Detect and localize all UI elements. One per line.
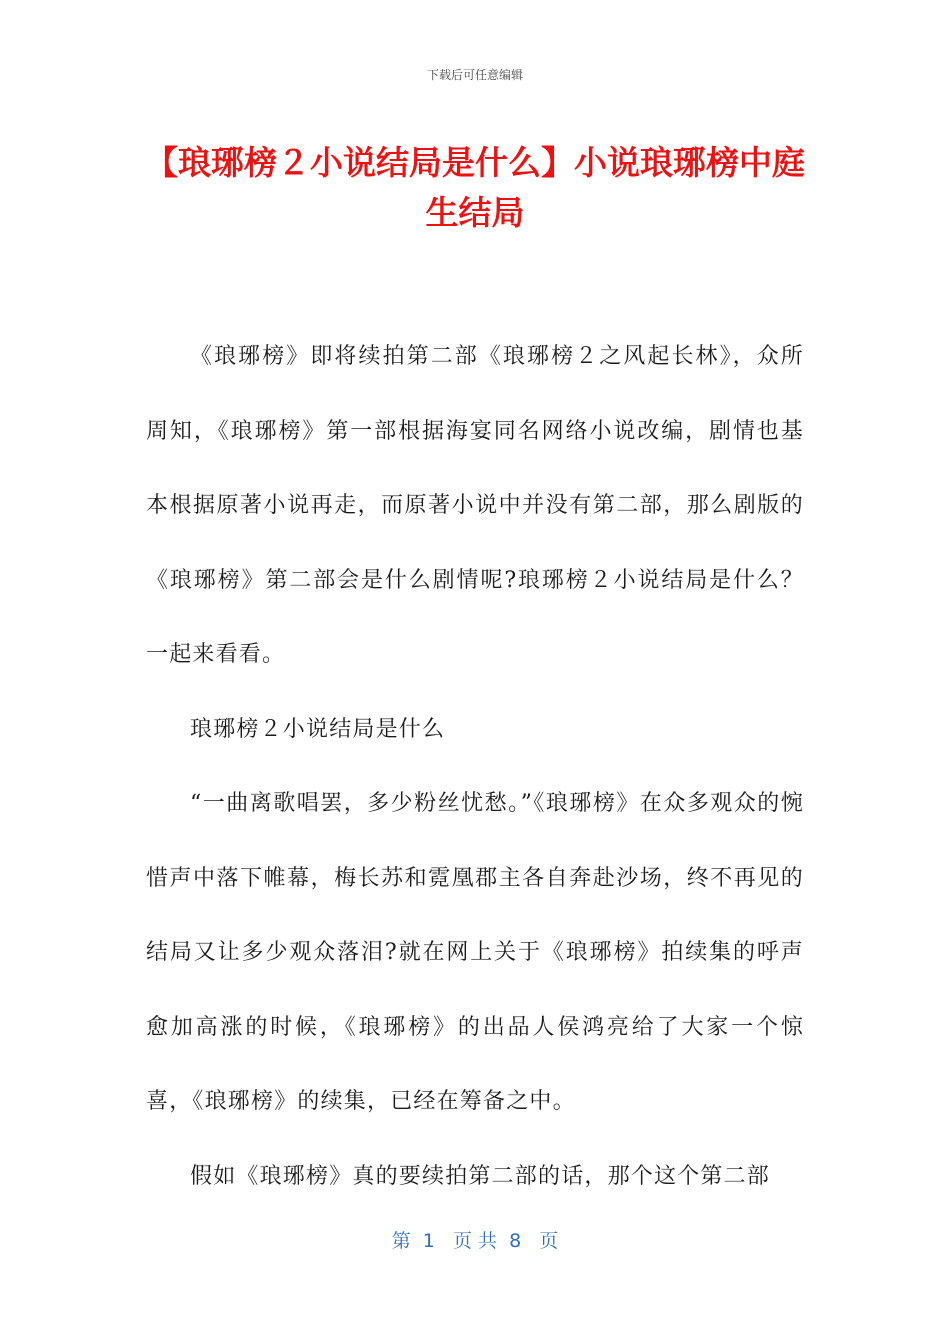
document-title: 【琅琊榜２小说结局是什么】小说琅琊榜中庭生结局: [145, 143, 805, 232]
paragraph-subheading: 琅琊榜２小说结局是什么: [190, 716, 446, 742]
document-body: [146, 320, 804, 1214]
page-footer: 第 1 页 共 8 页: [391, 1230, 559, 1252]
paragraph-intro: 《琅琊榜》即将续拍第二部《琅琊榜２之风起长林》，众所周知，《琅琊榜》第一部根据海宴同名网络小说改编，剧情也基本根据原著小说再走，而原著小说中并没有第二部，那么剧版的《琅琊榜》第二部会是什么剧情呢?琅琊榜２小说结局是什么？一起来看看。: [146, 344, 804, 667]
paragraph-continued: 假如《琅琊榜》真的要续拍第二部的话，那个这个第二部: [190, 1163, 771, 1189]
paragraph-main: “一曲离歌唱罢，多少粉丝忧愁。”《琅琊榜》在众多观众的惋惜声中落下帷幕，梅长苏和霓凰郡主各自奔赴沙场，终不再见的结局又让多少观众落泪?就在网上关于《琅琊榜》拍续集的呼声愈加高涨的时候，《琅琊榜》的出品人侯鸿亮给了大家一个惊喜，《琅琊榜》的续集，已经在筹备之中。: [146, 791, 804, 1114]
header-note: 下载后可任意编辑: [426, 68, 523, 82]
